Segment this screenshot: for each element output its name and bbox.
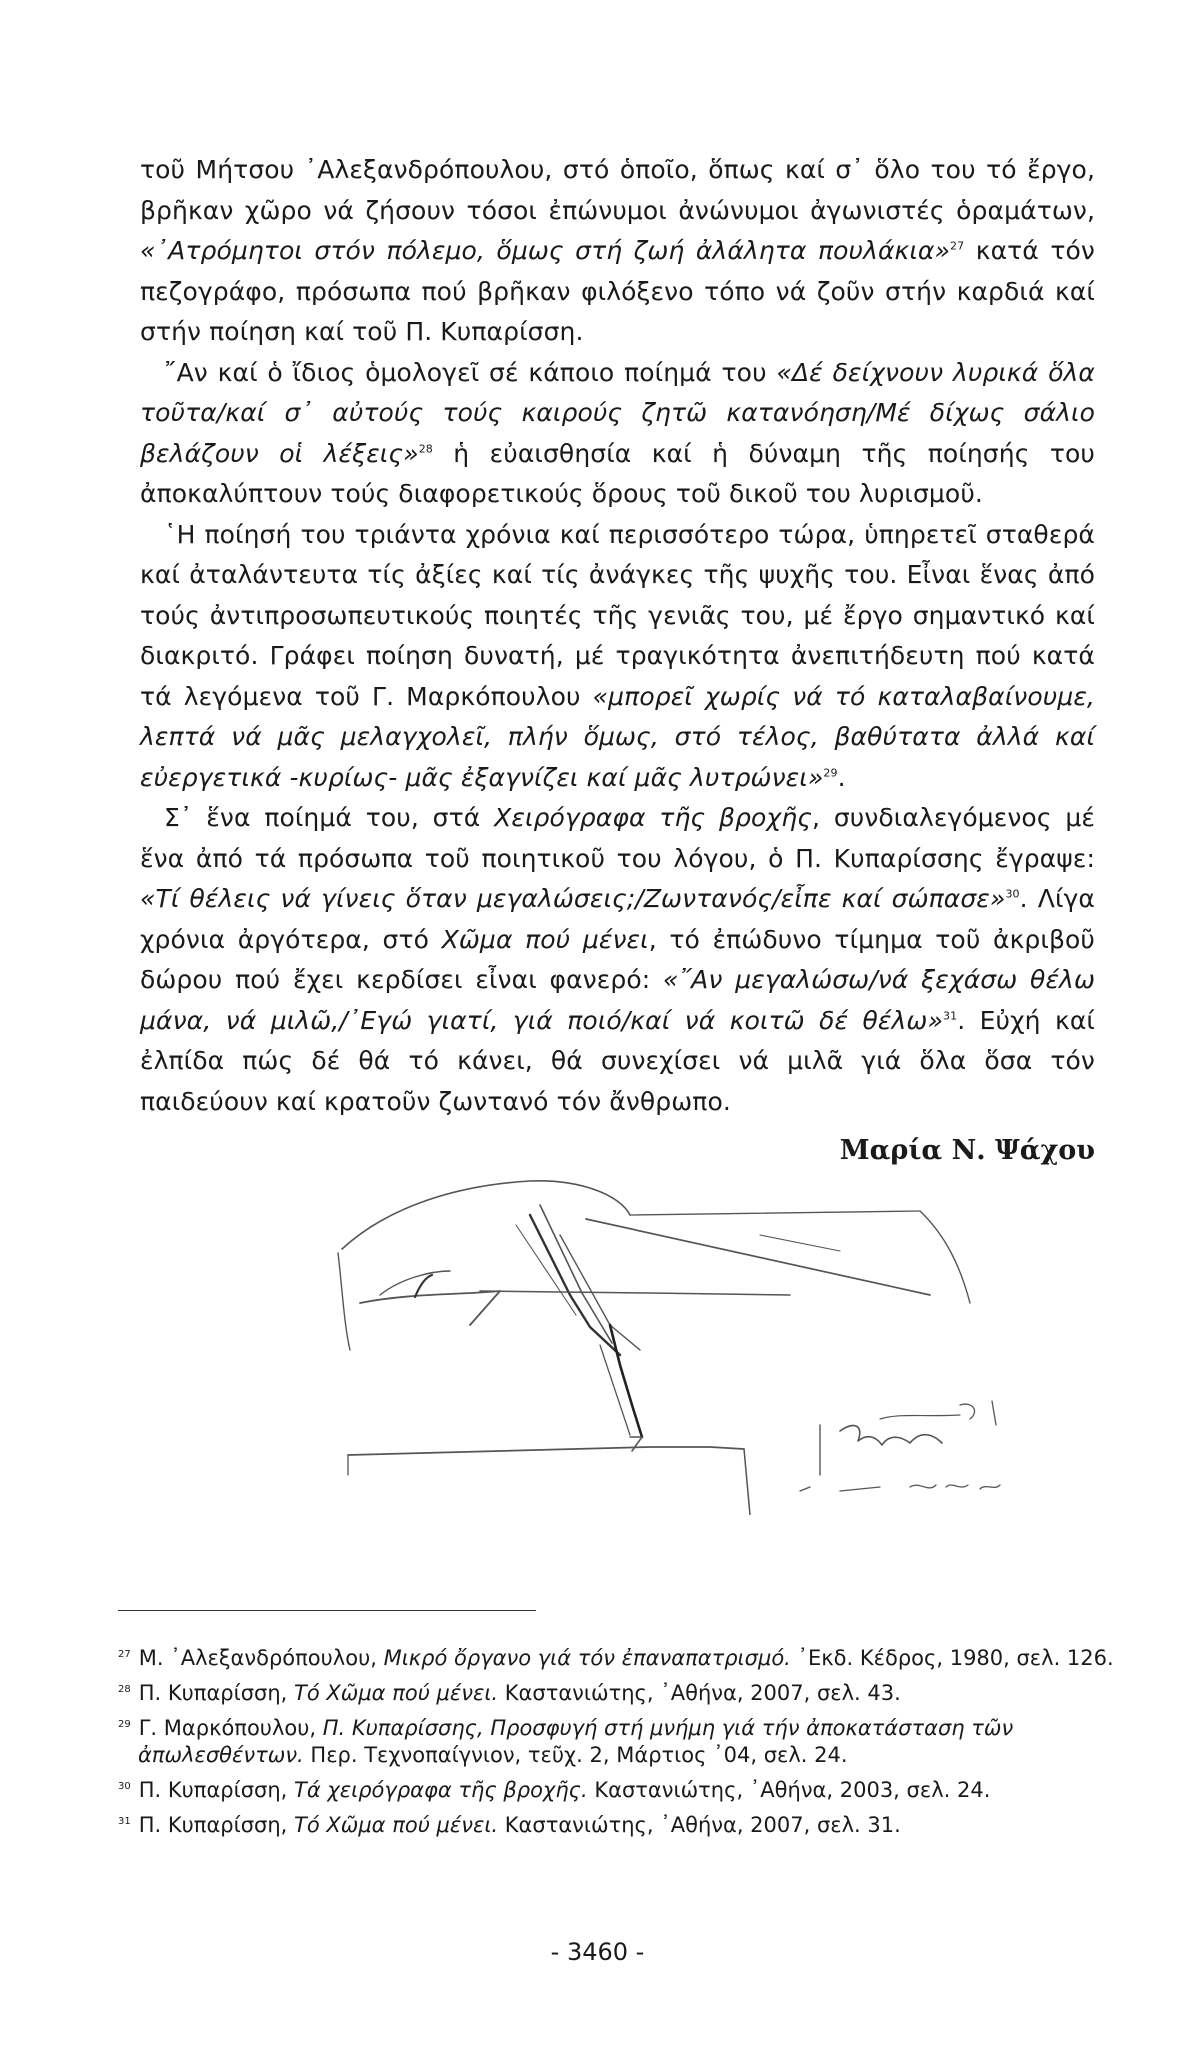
footnote-number: 27 <box>118 1649 131 1660</box>
book-title: Χῶμα πού μένει <box>441 924 649 954</box>
footnote-title: Π. Κυπαρίσσης, Προσφυγή στή μνήμη γιά τήν ἀποκατάσταση τῶν ἀπωλεσθέντων. <box>138 1716 1014 1767</box>
text-run: ῾Η ποίησή του τριάντα χρόνια καί περισσότερο τώρα, ὑπηρετεῖ σταθερά καί ἀταλάντευτα τίς ἀξίες καί τίς ἀνάγκες τῆς ψυχῆς του. Εἶναι ἕνας ἀπό τούς ἀντιπροσωπευτικούς ποιητές τῆς γενιᾶς του, μέ ἔργο σημαντικό καί διακριτό. Γράφει ποίηση δυνατή, μέ τραγικότητα ἀνεπιτήδευτη πού κατά τά λεγόμενα τοῦ Γ. Μαρκόπουλου <box>140 519 1095 711</box>
footnotes <box>118 1645 1118 1847</box>
footnote <box>118 1715 1118 1769</box>
quote: «Τί θέλεις νά γίνεις ὅταν μεγαλώσεις;/Ζωντανός/εἶπε καί σώπασε» <box>140 884 1006 913</box>
footnote <box>118 1645 1118 1672</box>
footnote-publication: Καστανιώτης, ᾿Αθήνα, 2007, σελ. 31. <box>498 1813 901 1837</box>
text-run: , συνδιαλεγόμενος μέ ἕνα ἀπό τά πρόσωπα τοῦ ποιητικοῦ του λόγου, ὁ Π. Κυπαρίσσης ἔγραψε: <box>140 803 1095 873</box>
footnote-separator <box>118 1610 536 1611</box>
footnote-ref[interactable]: 29 <box>823 766 838 780</box>
paragraph-1 <box>140 150 1095 353</box>
quote: «᾿Ατρόμητοι στόν πόλεμο, ὅμως στή ζωή ἀλάλητα πουλάκια» <box>140 236 951 265</box>
paragraph-2 <box>140 353 1095 515</box>
pencil-sketch-illustration <box>320 1175 1020 1515</box>
paragraph-4 <box>140 798 1095 1122</box>
footnote-number: 31 <box>118 1816 131 1827</box>
article-text <box>140 150 1096 1166</box>
footnote <box>118 1777 1118 1804</box>
quote: «μπορεῖ χωρίς νά τό καταλαβαίνουμε, λεπτά νά μᾶς μελαγχολεῖ, πλήν ὅμως, στό τέλος, βαθύτατα ἀλλά καί εὐεργετικά -κυρίως- μᾶς ἐξαγνίζει καί μᾶς λυτρώνει» <box>140 681 1095 792</box>
text-run: τοῦ Μήτσου ᾿Αλεξανδρόπουλου, στό ὁποῖο, ὅπως καί σ᾿ ὅλο του τό ἔργο, βρῆκαν χῶρο νά ζήσουν τόσοι ἐπώνυμοι ἀνώνυμοι ἀγωνιστές ὁραμάτων, <box>140 155 1095 225</box>
book-title: Χειρόγραφα τῆς βροχῆς <box>494 803 812 832</box>
text-run: ἡ εὐαισθησία καί ἡ δύναμη τῆς ποίησής του ἀποκαλύπτουν τούς διαφορετικούς ὅρους τοῦ δικοῦ του λυρισμοῦ. <box>140 438 1095 508</box>
text-run: . Λίγα χρόνια ἀργότερα, στό <box>140 884 1095 954</box>
artist-signature <box>800 1401 1000 1491</box>
footnote-publication: Καστανιώτης, ᾿Αθήνα, 2007, σελ. 43. <box>498 1681 901 1705</box>
footnote-author: Π. Κυπαρίσση, <box>138 1778 294 1802</box>
footnote-ref[interactable]: 30 <box>1005 887 1020 901</box>
footnote-publication: ᾿Εκδ. Κέδρος, 1980, σελ. 126. <box>790 1646 1114 1670</box>
text-run: κατά τόν πεζογράφο, πρόσωπα πού βρῆκαν φιλόξενο τόπο νά ζοῦν στήν καρδιά καί στήν ποίηση καί τοῦ Π. Κυπαρίσση. <box>140 236 1095 346</box>
author-signature: Μαρία Ν. Ψάχου <box>839 1135 1095 1166</box>
footnote-ref[interactable]: 31 <box>943 1009 958 1023</box>
footnote-publication: Καστανιώτης, ᾿Αθήνα, 2003, σελ. 24. <box>587 1778 991 1802</box>
footnote-ref[interactable]: 28 <box>418 442 433 456</box>
footnote-number: 30 <box>118 1781 131 1792</box>
footnote <box>118 1680 1118 1707</box>
footnote-number: 28 <box>118 1684 131 1695</box>
footnote-ref[interactable]: 27 <box>950 239 965 253</box>
footnote-title: Τά χειρόγραφα τῆς βροχῆς. <box>294 1778 588 1802</box>
footnote-title: Τό Χῶμα πού μένει. <box>294 1681 499 1705</box>
text-run: Σ᾿ ἕνα ποίημά του, στά <box>164 803 495 832</box>
footnote-title: Μικρό ὄργανο γιά τόν ἐπαναπατρισμό. <box>383 1646 791 1670</box>
text-run: ῎Αν καί ὁ ἴδιος ὁμολογεῖ σέ κάποιο ποίημά του <box>164 357 777 387</box>
footnote <box>118 1812 1118 1839</box>
quote: «Δέ δείχνουν λυρικά ὅλα τοῦτα/καί σ᾿ αὐτούς τούς καιρούς ζητῶ κατανόηση/Μέ δίχως σάλιο βελάζουν οἱ λέξεις» <box>140 357 1096 468</box>
footnote-publication: Περ. Τεχνοπαίγνιον, τεῦχ. 2, Μάρτιος ᾿04, σελ. 24. <box>303 1743 848 1767</box>
text-run: , τό ἐπώδυνο τίμημα τοῦ ἀκριβοῦ δώρου πού ἔχει κερδίσει εἶναι φανερό: <box>140 924 1095 994</box>
quote: «῎Αν μεγαλώσω/νά ξεχάσω θέλω μάνα, νά μιλῶ,/᾿Εγώ γιατί, γιά ποιό/καί νά κοιτῶ δέ θέλω» <box>140 965 1095 1035</box>
footnote-author: Π. Κυπαρίσση, <box>138 1681 294 1705</box>
footnote-author: Γ. Μαρκόπουλου, <box>138 1716 323 1740</box>
footnote-number: 29 <box>118 1719 131 1730</box>
footnote-title: Τό Χῶμα πού μένει. <box>294 1813 499 1837</box>
paragraph-3 <box>140 515 1095 799</box>
text-run: . Εὐχή καί ἐλπίδα πώς δέ θά τό κάνει, θά συνεχίσει νά μιλᾶ γιά ὅλα ὅσα τόν παιδεύουν καί κρατοῦν ζωντανό τόν ἄνθρωπο. <box>140 1005 1095 1116</box>
footnote-author: Π. Κυπαρίσση, <box>138 1813 294 1837</box>
page-number: - 3460 - <box>550 1938 645 1966</box>
footnote-author: Μ. ᾿Αλεξανδρόπουλου, <box>138 1646 384 1670</box>
text-run: . <box>837 762 846 792</box>
